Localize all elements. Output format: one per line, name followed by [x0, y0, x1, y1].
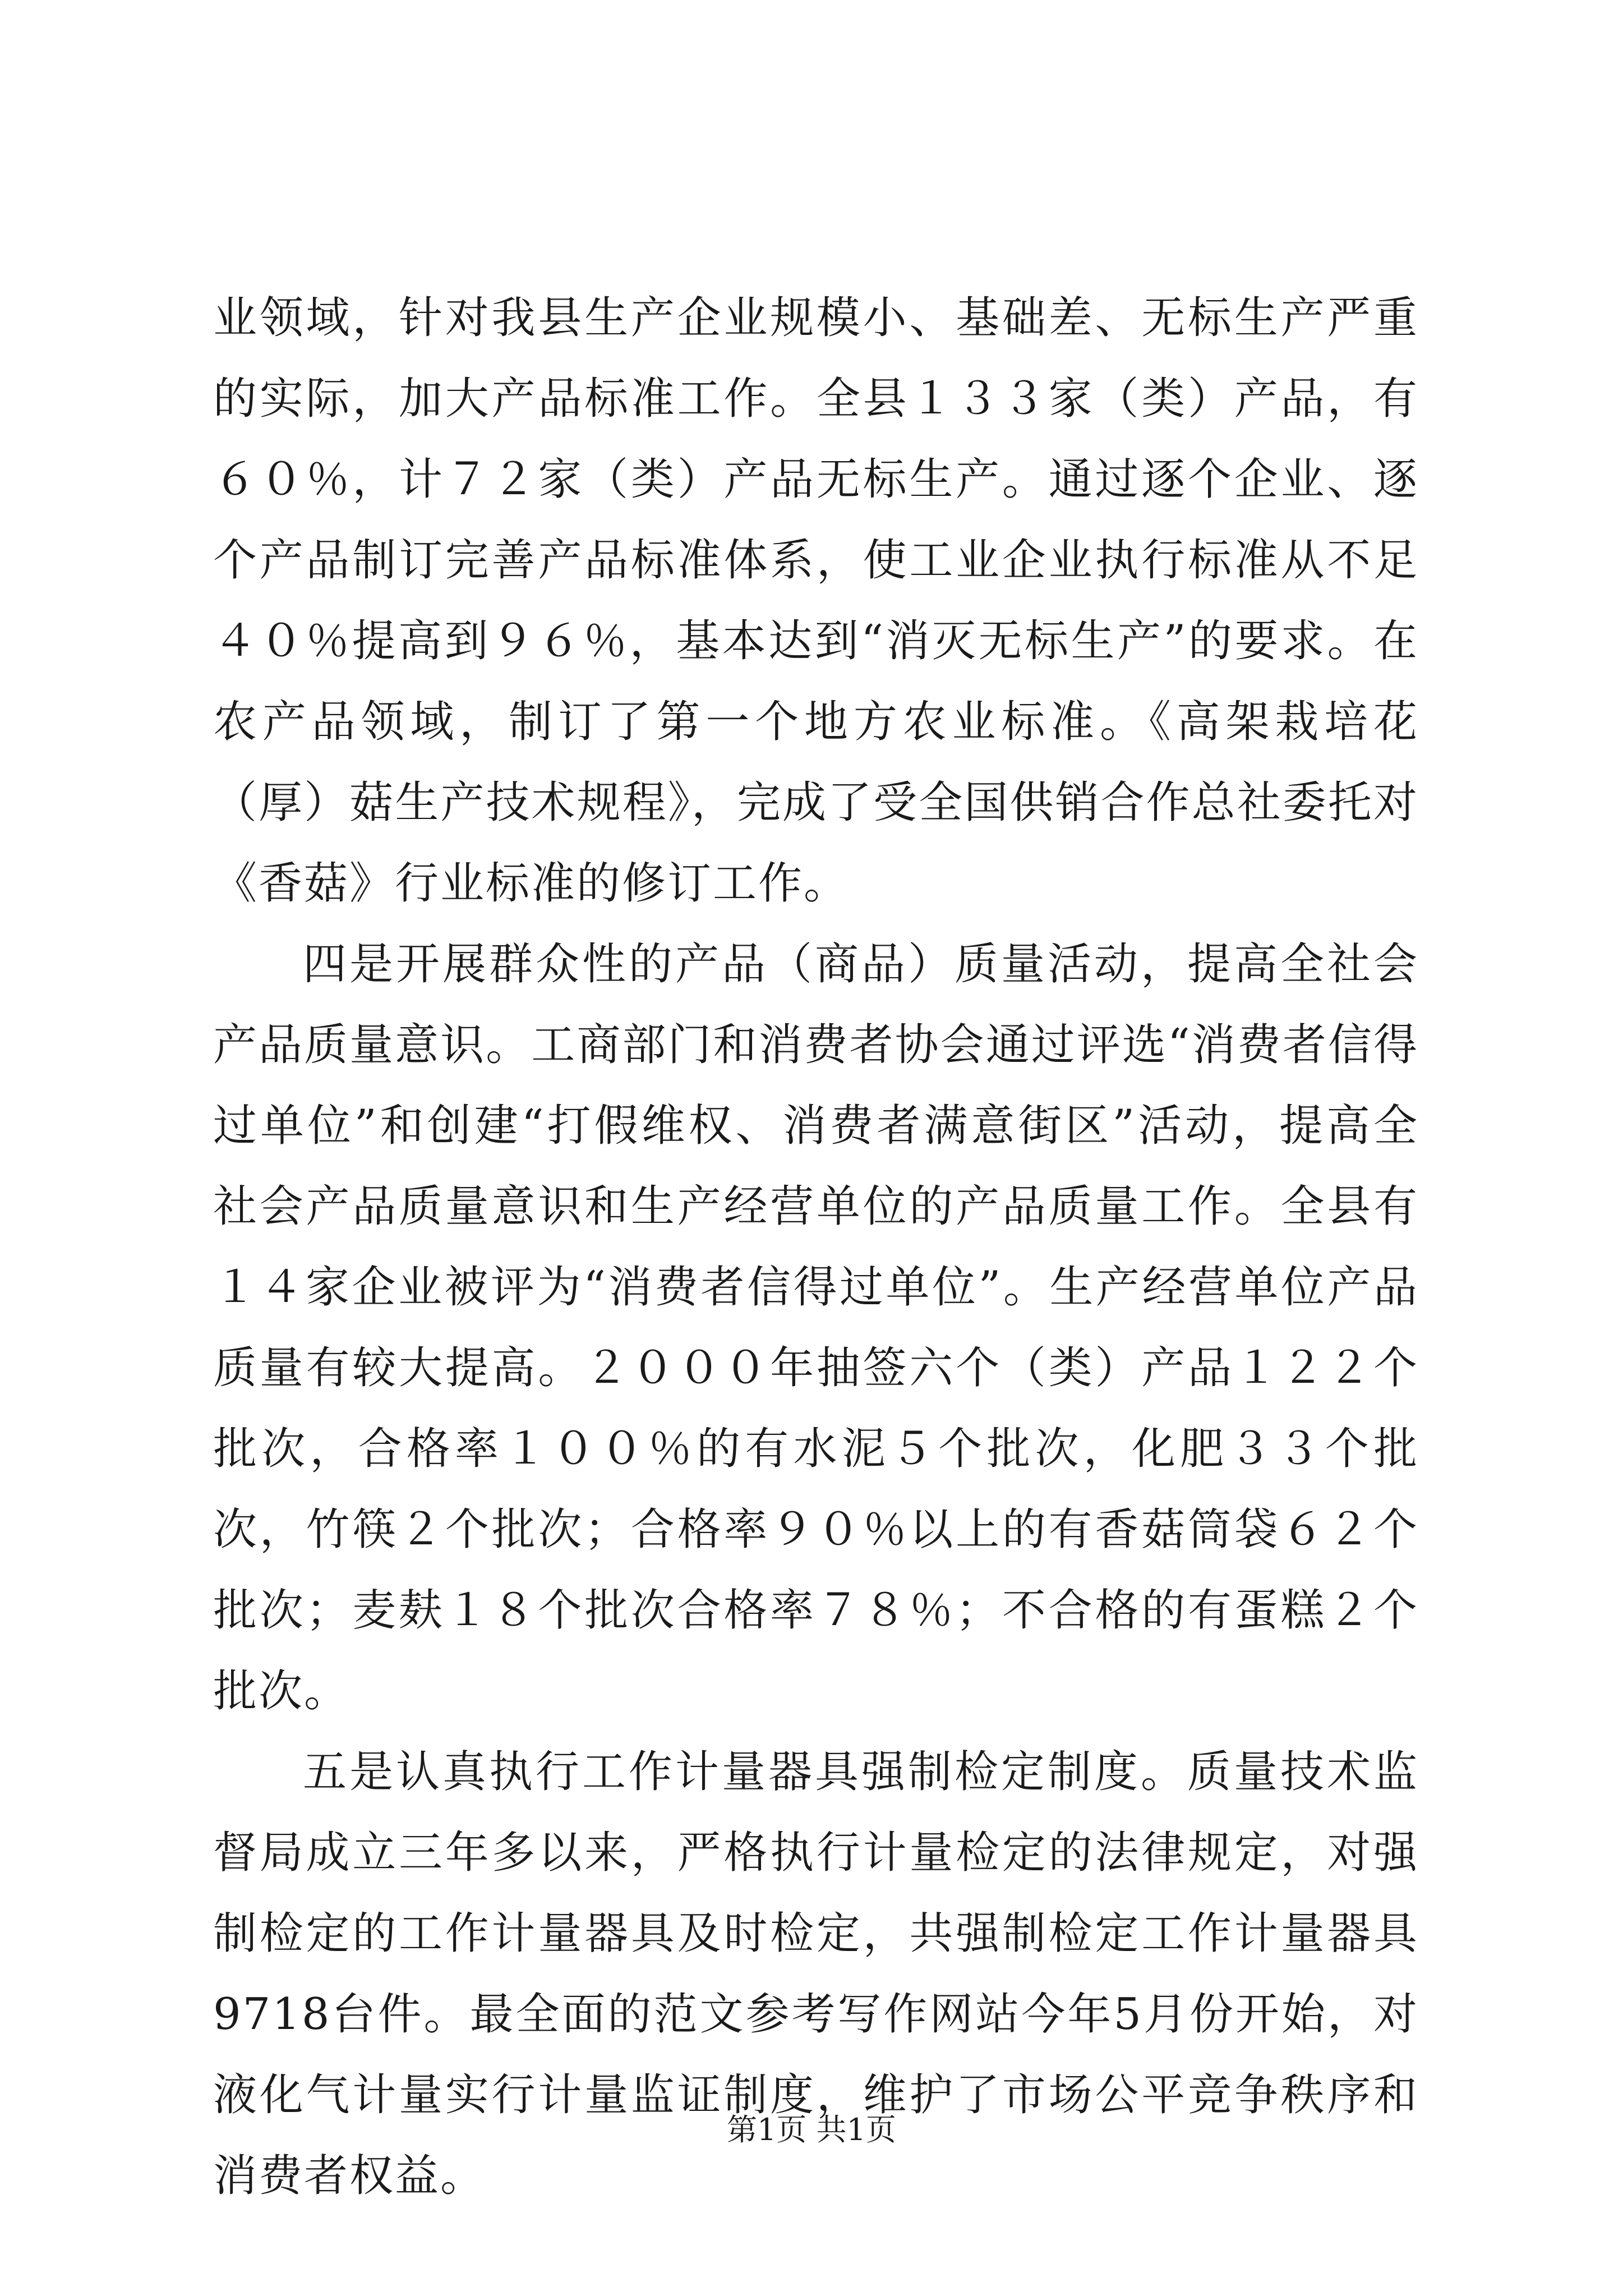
- paragraph-continuation: 业领域，针对我县生产企业规模小、基础差、无标生产严重的实际，加大产品标准工作。全县１３３家（类）产品，有６０％，计７２家（类）产品无标生产。通过逐个企业、逐个产品制订完善产品标准体系，使工业企业执行标准从不足４０％提高到９６％，基本达到“消灭无标生产”的要求。在农产品领域，制订了第一个地方农业标准。《高架栽培花（厚）菇生产技术规程》，完成了受全国供销合作总社委托对《香菇》行业标准的修订工作。: [213, 293, 1419, 909]
- paragraph-point-five: 五是认真执行工作计量器具强制检定制度。质量技术监督局成立三年多以来，严格执行计量检定的法律规定，对强制检定的工作计量器具及时检定，共强制检定工作计量器具9718台件。最全面的范文参考写作网站今年5月份开始，对液化气计量实行计量监证制度，维护了市场公平竞争秩序和消费者权益。: [213, 1747, 1419, 2201]
- document-body: [213, 278, 1419, 2216]
- paragraph-point-four: 四是开展群众性的产品（商品）质量活动，提高全社会产品质量意识。工商部门和消费者协会通过评选“消费者信得过单位”和创建“打假维权、消费者满意街区”活动，提高全社会产品质量意识和生产经营单位的产品质量工作。全县有１４家企业被评为“消费者信得过单位”。生产经营单位产品质量有较大提高。２０００年抽签六个（类）产品１２２个批次，合格率１００％的有水泥５个批次，化肥３３个批次，竹筷２个批次；合格率９０％以上的有香菇筒袋６２个批次；麦麸１８个批次合格率７８％；不合格的有蛋糕２个批次。: [213, 939, 1419, 1717]
- page-footer: 第1页 共1页: [727, 2112, 896, 2147]
